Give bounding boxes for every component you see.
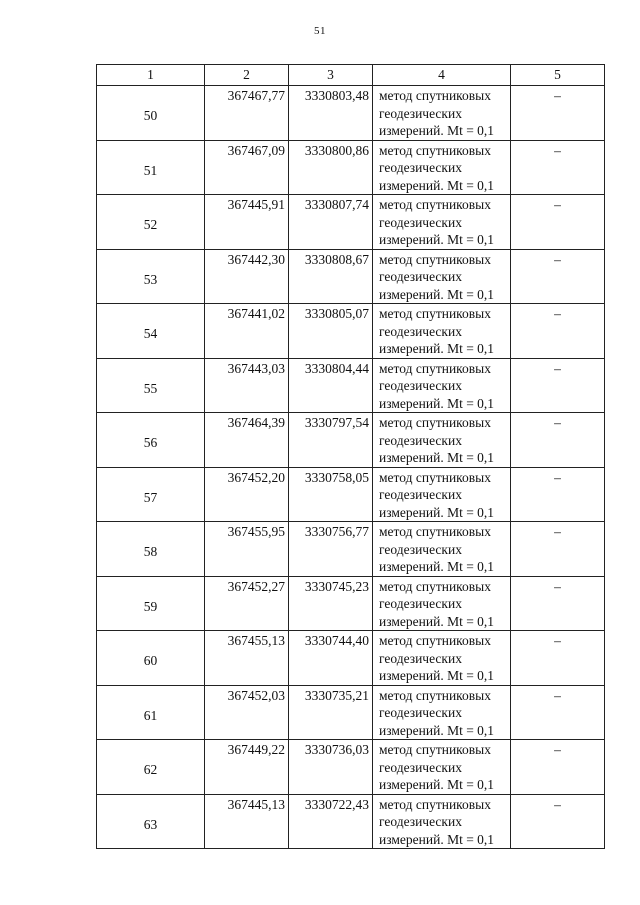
point-number-cell: 55 [97,358,205,413]
method-cell: метод спутниковых геодезических измерений. Mt = 0,1 [373,740,511,795]
method-cell: метод спутниковых геодезических измерений. Mt = 0,1 [373,140,511,195]
method-cell: метод спутниковых геодезических измерений. Mt = 0,1 [373,631,511,686]
y-coordinate-cell: 3330804,44 [289,358,373,413]
y-coordinate-cell: 3330722,43 [289,794,373,849]
x-coordinate-cell: 367445,91 [205,195,289,250]
table-row [97,413,605,468]
y-coordinate-cell: 3330803,48 [289,86,373,141]
table-row [97,86,605,141]
table-row [97,140,605,195]
y-coordinate-cell: 3330736,03 [289,740,373,795]
x-coordinate-cell: 367455,95 [205,522,289,577]
method-cell: метод спутниковых геодезических измерений. Mt = 0,1 [373,249,511,304]
note-cell: – [511,249,605,304]
point-number-cell: 60 [97,631,205,686]
y-coordinate-cell: 3330805,07 [289,304,373,359]
note-cell: – [511,576,605,631]
page-number: 51 [314,25,326,37]
point-number-cell: 57 [97,467,205,522]
y-coordinate-cell: 3330808,67 [289,249,373,304]
method-cell: метод спутниковых геодезических измерений. Mt = 0,1 [373,794,511,849]
note-cell: – [511,467,605,522]
y-coordinate-cell: 3330744,40 [289,631,373,686]
x-coordinate-cell: 367441,02 [205,304,289,359]
y-coordinate-cell: 3330758,05 [289,467,373,522]
note-cell: – [511,358,605,413]
note-cell: – [511,413,605,468]
x-coordinate-cell: 367467,09 [205,140,289,195]
x-coordinate-cell: 367449,22 [205,740,289,795]
table-header [97,65,605,86]
point-number-cell: 62 [97,740,205,795]
x-coordinate-cell: 367445,13 [205,794,289,849]
note-cell: – [511,195,605,250]
point-number-cell: 50 [97,86,205,141]
x-coordinate-cell: 367452,27 [205,576,289,631]
x-coordinate-cell: 367467,77 [205,86,289,141]
x-coordinate-cell: 367452,20 [205,467,289,522]
table-row [97,631,605,686]
header-row [97,65,605,86]
table-row [97,740,605,795]
x-coordinate-cell: 367464,39 [205,413,289,468]
note-cell: – [511,794,605,849]
x-coordinate-cell: 367452,03 [205,685,289,740]
y-coordinate-cell: 3330807,74 [289,195,373,250]
method-cell: метод спутниковых геодезических измерений. Mt = 0,1 [373,576,511,631]
header-col-1: 1 [97,65,205,86]
header-col-4: 4 [373,65,511,86]
note-cell: – [511,522,605,577]
x-coordinate-cell: 367442,30 [205,249,289,304]
point-number-cell: 58 [97,522,205,577]
point-number-cell: 54 [97,304,205,359]
table-row [97,249,605,304]
y-coordinate-cell: 3330800,86 [289,140,373,195]
table-row [97,304,605,359]
table-row [97,195,605,250]
note-cell: – [511,304,605,359]
header-col-5: 5 [511,65,605,86]
table-row [97,576,605,631]
table-row [97,358,605,413]
note-cell: – [511,86,605,141]
x-coordinate-cell: 367443,03 [205,358,289,413]
method-cell: метод спутниковых геодезических измерений. Mt = 0,1 [373,467,511,522]
note-cell: – [511,140,605,195]
header-col-3: 3 [289,65,373,86]
point-number-cell: 56 [97,413,205,468]
point-number-cell: 61 [97,685,205,740]
y-coordinate-cell: 3330745,23 [289,576,373,631]
table-body [97,86,605,849]
note-cell: – [511,631,605,686]
method-cell: метод спутниковых геодезических измерений. Mt = 0,1 [373,304,511,359]
method-cell: метод спутниковых геодезических измерений. Mt = 0,1 [373,685,511,740]
method-cell: метод спутниковых геодезических измерений. Mt = 0,1 [373,413,511,468]
coordinates-table [96,64,605,849]
point-number-cell: 51 [97,140,205,195]
method-cell: метод спутниковых геодезических измерений. Mt = 0,1 [373,522,511,577]
method-cell: метод спутниковых геодезических измерений. Mt = 0,1 [373,358,511,413]
table-row [97,522,605,577]
note-cell: – [511,685,605,740]
point-number-cell: 52 [97,195,205,250]
x-coordinate-cell: 367455,13 [205,631,289,686]
y-coordinate-cell: 3330735,21 [289,685,373,740]
point-number-cell: 59 [97,576,205,631]
header-col-2: 2 [205,65,289,86]
method-cell: метод спутниковых геодезических измерений. Mt = 0,1 [373,195,511,250]
note-cell: – [511,740,605,795]
table-row [97,794,605,849]
table-row [97,685,605,740]
point-number-cell: 63 [97,794,205,849]
table-row [97,467,605,522]
point-number-cell: 53 [97,249,205,304]
method-cell: метод спутниковых геодезических измерений. Mt = 0,1 [373,86,511,141]
y-coordinate-cell: 3330797,54 [289,413,373,468]
y-coordinate-cell: 3330756,77 [289,522,373,577]
